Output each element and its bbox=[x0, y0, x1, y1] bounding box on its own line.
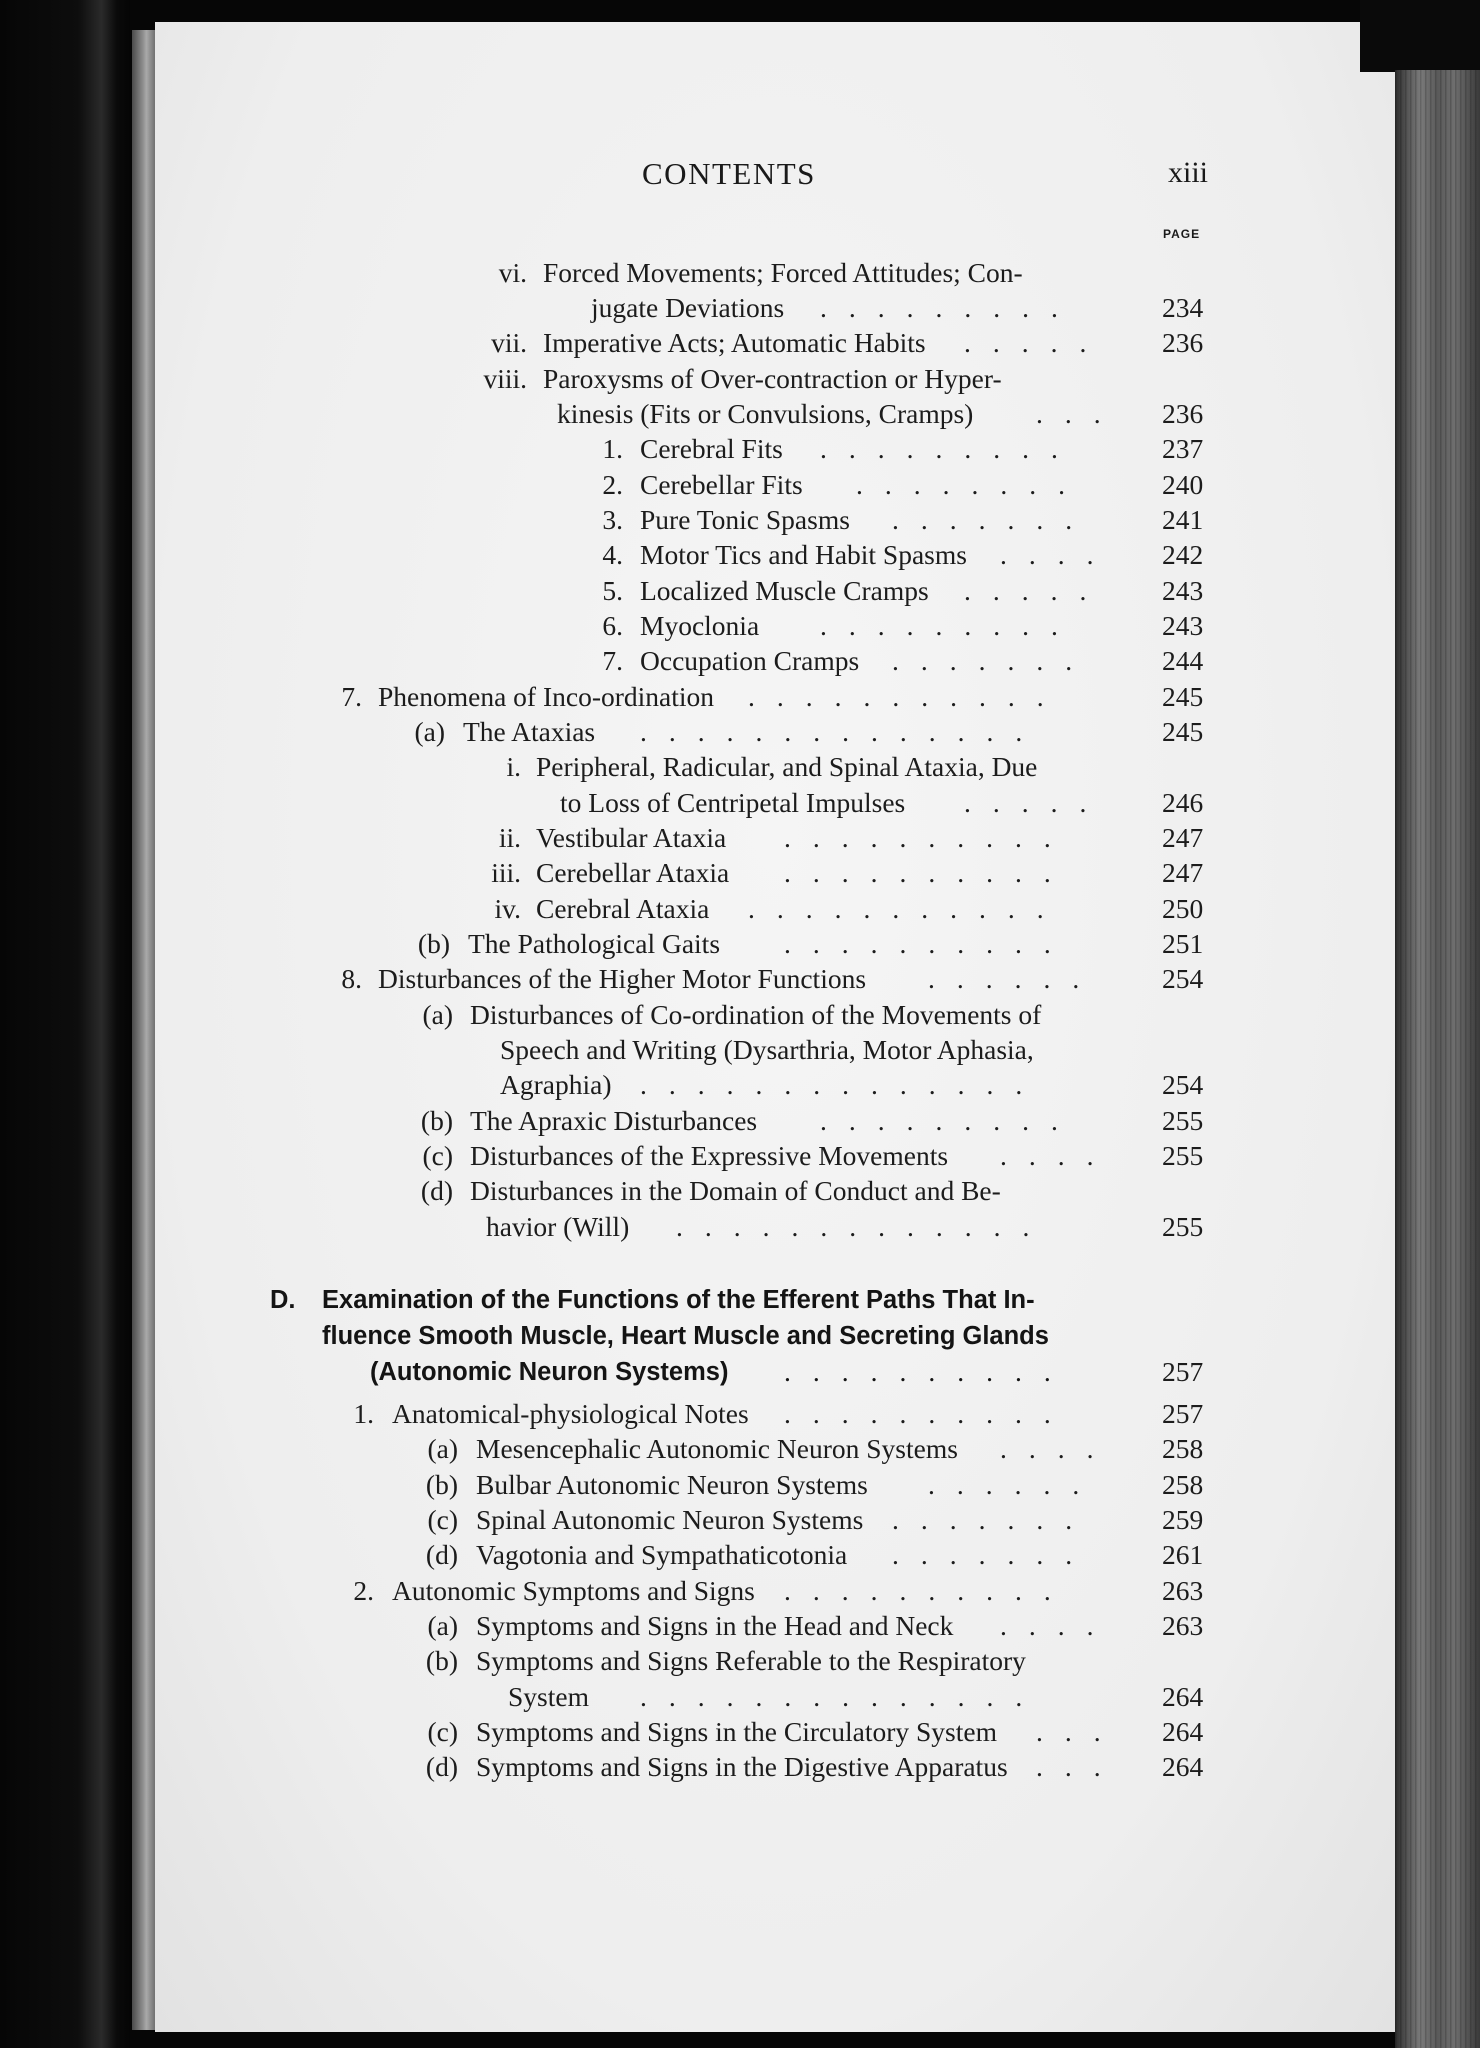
toc-entry bbox=[0, 785, 1240, 821]
dot-leader: .............. bbox=[640, 716, 1045, 747]
dot-leader: .......... bbox=[784, 928, 1073, 959]
toc-entry-title: Agraphia) bbox=[500, 1069, 612, 1100]
dot-leader: ... bbox=[1036, 1716, 1123, 1747]
top-right-shadow bbox=[1360, 0, 1480, 72]
toc-entry bbox=[0, 255, 1240, 291]
section-heading-text: fluence Smooth Muscle, Heart Muscle and Secreting Glands bbox=[322, 1322, 1049, 1350]
dot-leader: ........... bbox=[748, 893, 1066, 924]
toc-entry-title: Disturbances of the Expressive Movements bbox=[470, 1140, 949, 1171]
toc-entry-title: kinesis (Fits or Convulsions, Cramps) bbox=[557, 398, 974, 429]
toc-entry-title: Spinal Autonomic Neuron Systems bbox=[476, 1504, 864, 1535]
toc-entry bbox=[0, 1209, 1240, 1245]
toc-entry-title: Myoclonia bbox=[640, 610, 760, 641]
toc-entry-title: Vestibular Ataxia bbox=[536, 822, 727, 853]
toc-entry bbox=[0, 1502, 1240, 1538]
toc-entry bbox=[0, 325, 1240, 361]
dot-leader: ..... bbox=[964, 327, 1109, 358]
dot-leader: ....... bbox=[892, 504, 1095, 535]
toc-entry-number: vi. bbox=[498, 257, 527, 288]
running-head-title: CONTENTS bbox=[642, 156, 816, 191]
dot-leader: ............. bbox=[676, 1211, 1052, 1242]
toc-entry-page: 245 bbox=[1162, 681, 1204, 712]
dot-leader: .......... bbox=[784, 857, 1073, 888]
dot-leader: .... bbox=[1000, 539, 1116, 570]
toc-entry-page: 250 bbox=[1162, 893, 1204, 924]
right-page-edges bbox=[1395, 70, 1480, 2048]
toc-entry-number: vii. bbox=[491, 327, 527, 358]
toc-entry-page: 255 bbox=[1162, 1105, 1204, 1136]
toc-entry-title: Cerebral Ataxia bbox=[536, 893, 710, 924]
toc-entry-page: 264 bbox=[1162, 1716, 1204, 1747]
toc-entry-number: 4. bbox=[602, 539, 623, 570]
toc-entry bbox=[0, 537, 1240, 573]
toc-entry-title: Symptoms and Signs Referable to the Respiratory bbox=[476, 1645, 1026, 1676]
toc-entry-title: Symptoms and Signs in the Head and Neck bbox=[476, 1610, 954, 1641]
toc-entry bbox=[0, 608, 1240, 644]
toc-entry-page: 240 bbox=[1162, 469, 1204, 500]
toc-entry-page: 247 bbox=[1162, 857, 1204, 888]
toc-entry-page: 263 bbox=[1162, 1610, 1204, 1641]
toc-entry-title: Localized Muscle Cramps bbox=[640, 575, 929, 606]
toc-entry-number: ii. bbox=[498, 822, 521, 853]
section-heading-line bbox=[0, 1354, 1240, 1390]
toc-entry-number: (d) bbox=[425, 1539, 458, 1570]
toc-entry-title: Symptoms and Signs in the Circulatory System bbox=[476, 1716, 997, 1747]
toc-entry-number: (a) bbox=[427, 1433, 458, 1464]
dot-leader: ...... bbox=[928, 963, 1102, 994]
toc-entry-number: (b) bbox=[425, 1469, 458, 1500]
toc-entry-number: 6. bbox=[602, 610, 623, 641]
toc-entry-number: 2. bbox=[602, 469, 623, 500]
toc-entry-number: iv. bbox=[494, 893, 521, 924]
toc-entry-title: Mesencephalic Autonomic Neuron Systems bbox=[476, 1433, 958, 1464]
dot-leader: ....... bbox=[892, 645, 1095, 676]
toc-entry bbox=[0, 997, 1240, 1033]
toc-entry-title: Bulbar Autonomic Neuron Systems bbox=[476, 1469, 868, 1500]
dot-leader: ......... bbox=[820, 610, 1080, 641]
toc-entry-number: (a) bbox=[422, 999, 453, 1030]
dot-leader: ..... bbox=[964, 787, 1109, 818]
dot-leader: ... bbox=[1036, 398, 1123, 429]
dot-leader: ... bbox=[1036, 1751, 1123, 1782]
section-page: 257 bbox=[1162, 1356, 1204, 1387]
toc-entry-title: Disturbances in the Domain of Conduct and Be- bbox=[470, 1175, 1001, 1206]
toc-entry-number: (c) bbox=[427, 1716, 458, 1747]
toc-entry-title: Cerebellar Ataxia bbox=[536, 857, 730, 888]
dot-leader: ......... bbox=[820, 433, 1080, 464]
toc-entry bbox=[0, 1679, 1240, 1715]
toc-entry-title: Speech and Writing (Dysarthria, Motor Aphasia, bbox=[500, 1034, 1034, 1065]
toc-entry-page: 251 bbox=[1162, 928, 1204, 959]
toc-entry-number: (b) bbox=[417, 928, 450, 959]
dot-leader: ........... bbox=[748, 681, 1066, 712]
toc-entry-number: iii. bbox=[491, 857, 521, 888]
toc-entry-page: 257 bbox=[1162, 1398, 1204, 1429]
toc-entry-page: 241 bbox=[1162, 504, 1204, 535]
toc-entry-page: 259 bbox=[1162, 1504, 1204, 1535]
toc-entry bbox=[0, 396, 1240, 432]
section-letter: D. bbox=[270, 1286, 296, 1314]
dot-leader: ....... bbox=[892, 1504, 1095, 1535]
toc-entry-page: 264 bbox=[1162, 1681, 1204, 1712]
toc-entry bbox=[0, 714, 1240, 750]
toc-entry bbox=[0, 1749, 1240, 1785]
page-folio: xiii bbox=[1168, 156, 1209, 189]
toc-entry-title: to Loss of Centripetal Impulses bbox=[560, 787, 906, 818]
toc-entry-number: 7. bbox=[341, 681, 362, 712]
toc-entry-page: 255 bbox=[1162, 1211, 1204, 1242]
page-column-label: PAGE bbox=[1163, 227, 1201, 241]
toc-entry-page: 244 bbox=[1162, 645, 1204, 676]
section-heading-line bbox=[0, 1282, 1240, 1318]
section-heading-line bbox=[0, 1318, 1240, 1354]
toc-entry-page: 245 bbox=[1162, 716, 1204, 747]
toc-entry bbox=[0, 855, 1240, 891]
toc-entry-title: Disturbances of Co-ordination of the Movements of bbox=[470, 999, 1042, 1030]
dot-leader: .......... bbox=[784, 1398, 1073, 1429]
toc-entry-title: Pure Tonic Spasms bbox=[640, 504, 850, 535]
toc-entry bbox=[0, 431, 1240, 467]
toc-entry bbox=[0, 290, 1240, 326]
toc-entry-number: (a) bbox=[414, 716, 445, 747]
toc-entry-page: 236 bbox=[1162, 327, 1204, 358]
toc-entry-page: 264 bbox=[1162, 1751, 1204, 1782]
dot-leader: .............. bbox=[640, 1069, 1045, 1100]
toc-entry-number: i. bbox=[506, 751, 521, 782]
toc-entry-page: 236 bbox=[1162, 398, 1204, 429]
toc-entry-title: Disturbances of the Higher Motor Functions bbox=[378, 963, 867, 994]
toc-entry-title: The Ataxias bbox=[463, 716, 596, 747]
toc-entry bbox=[0, 1032, 1240, 1068]
toc-entry-number: (d) bbox=[425, 1751, 458, 1782]
toc-entry-number: 3. bbox=[602, 504, 623, 535]
dot-leader: .... bbox=[1000, 1433, 1116, 1464]
toc-entry bbox=[0, 1067, 1240, 1103]
toc-entry-number: 8. bbox=[341, 963, 362, 994]
toc-entry-page: 247 bbox=[1162, 822, 1204, 853]
toc-entry bbox=[0, 361, 1240, 397]
toc-entry-number: 2. bbox=[353, 1575, 374, 1606]
dot-leader: ..... bbox=[964, 575, 1109, 606]
toc-entry-title: havior (Will) bbox=[486, 1211, 630, 1242]
toc-entry-number: (a) bbox=[427, 1610, 458, 1641]
toc-entry bbox=[0, 1714, 1240, 1750]
toc-entry-title: Paroxysms of Over-contraction or Hyper- bbox=[543, 363, 1002, 394]
toc-entry bbox=[0, 502, 1240, 538]
toc-entry-title: Motor Tics and Habit Spasms bbox=[640, 539, 967, 570]
toc-entry-number: 1. bbox=[602, 433, 623, 464]
toc-entry bbox=[0, 961, 1240, 997]
toc-entry bbox=[0, 679, 1240, 715]
dot-leader: ......... bbox=[820, 1105, 1080, 1136]
toc-entry-title: Phenomena of Inco-ordination bbox=[378, 681, 715, 712]
dot-leader: .... bbox=[1000, 1140, 1116, 1171]
toc-entry bbox=[0, 1608, 1240, 1644]
toc-entry-number: (d) bbox=[420, 1175, 453, 1206]
toc-entry-page: 263 bbox=[1162, 1575, 1204, 1606]
toc-entry-number: (b) bbox=[420, 1105, 453, 1136]
dot-leader: ......... bbox=[820, 292, 1080, 323]
toc-entry-title: Forced Movements; Forced Attitudes; Con- bbox=[543, 257, 1023, 288]
toc-entry bbox=[0, 643, 1240, 679]
toc-entry-page: 246 bbox=[1162, 787, 1204, 818]
section-heading-text: (Autonomic Neuron Systems) bbox=[370, 1358, 729, 1386]
toc-entry-page: 255 bbox=[1162, 1140, 1204, 1171]
toc-entry bbox=[0, 1103, 1240, 1139]
toc-entry-title: Imperative Acts; Automatic Habits bbox=[543, 327, 926, 358]
toc-entry-title: The Pathological Gaits bbox=[468, 928, 721, 959]
toc-entry-page: 243 bbox=[1162, 575, 1204, 606]
toc-entry-page: 234 bbox=[1162, 292, 1204, 323]
toc-entry bbox=[0, 1467, 1240, 1503]
toc-entry-title: jugate Deviations bbox=[591, 292, 785, 323]
toc-entry bbox=[0, 820, 1240, 856]
toc-entry-title: Peripheral, Radicular, and Spinal Ataxia, Due bbox=[536, 751, 1038, 782]
toc-entry-page: 243 bbox=[1162, 610, 1204, 641]
toc-entry-title: Cerebellar Fits bbox=[640, 469, 803, 500]
toc-entry bbox=[0, 1173, 1240, 1209]
toc-entry-title: Anatomical-physiological Notes bbox=[392, 1398, 749, 1429]
dot-leader: ........ bbox=[856, 469, 1087, 500]
toc-entry-page: 237 bbox=[1162, 433, 1204, 464]
toc-entry-number: 1. bbox=[353, 1398, 374, 1429]
toc-entry bbox=[0, 1537, 1240, 1573]
toc-entry-title: Symptoms and Signs in the Digestive Apparatus bbox=[476, 1751, 1008, 1782]
toc-entry-number: (c) bbox=[422, 1140, 453, 1171]
toc-entry bbox=[0, 573, 1240, 609]
toc-entry bbox=[0, 1396, 1240, 1432]
dot-leader: .......... bbox=[784, 1356, 1073, 1387]
toc-entry bbox=[0, 1138, 1240, 1174]
toc-entry bbox=[0, 749, 1240, 785]
dot-leader: ...... bbox=[928, 1469, 1102, 1500]
toc-entry-page: 258 bbox=[1162, 1469, 1204, 1500]
toc-entry-page: 261 bbox=[1162, 1539, 1204, 1570]
toc-entry bbox=[0, 467, 1240, 503]
toc-entry-title: Vagotonia and Sympathaticotonia bbox=[476, 1539, 848, 1570]
toc-entry bbox=[0, 891, 1240, 927]
toc-entry bbox=[0, 1431, 1240, 1467]
toc-entry-number: 5. bbox=[602, 575, 623, 606]
dot-leader: .... bbox=[1000, 1610, 1116, 1641]
toc-entry-number: (b) bbox=[425, 1645, 458, 1676]
dot-leader: .......... bbox=[784, 1575, 1073, 1606]
toc-entry-page: 254 bbox=[1162, 1069, 1204, 1100]
section-heading-text: Examination of the Functions of the Efferent Paths That In- bbox=[322, 1286, 1035, 1314]
toc-entry-title: Cerebral Fits bbox=[640, 433, 783, 464]
toc-entry-number: viii. bbox=[483, 363, 527, 394]
dot-leader: .......... bbox=[784, 822, 1073, 853]
toc-entry bbox=[0, 926, 1240, 962]
toc-entry-number: 7. bbox=[602, 645, 623, 676]
toc-entry bbox=[0, 1573, 1240, 1609]
toc-entry bbox=[0, 1643, 1240, 1679]
toc-entry-number: (c) bbox=[427, 1504, 458, 1535]
toc-entry-title: Autonomic Symptoms and Signs bbox=[392, 1575, 755, 1606]
toc-entry-title: The Apraxic Disturbances bbox=[470, 1105, 758, 1136]
toc-entry-title: System bbox=[508, 1681, 589, 1712]
toc-entry-page: 242 bbox=[1162, 539, 1204, 570]
toc-entry-page: 258 bbox=[1162, 1433, 1204, 1464]
dot-leader: .............. bbox=[640, 1681, 1045, 1712]
toc-entry-title: Occupation Cramps bbox=[640, 645, 860, 676]
toc-entry-page: 254 bbox=[1162, 963, 1204, 994]
dot-leader: ....... bbox=[892, 1539, 1095, 1570]
